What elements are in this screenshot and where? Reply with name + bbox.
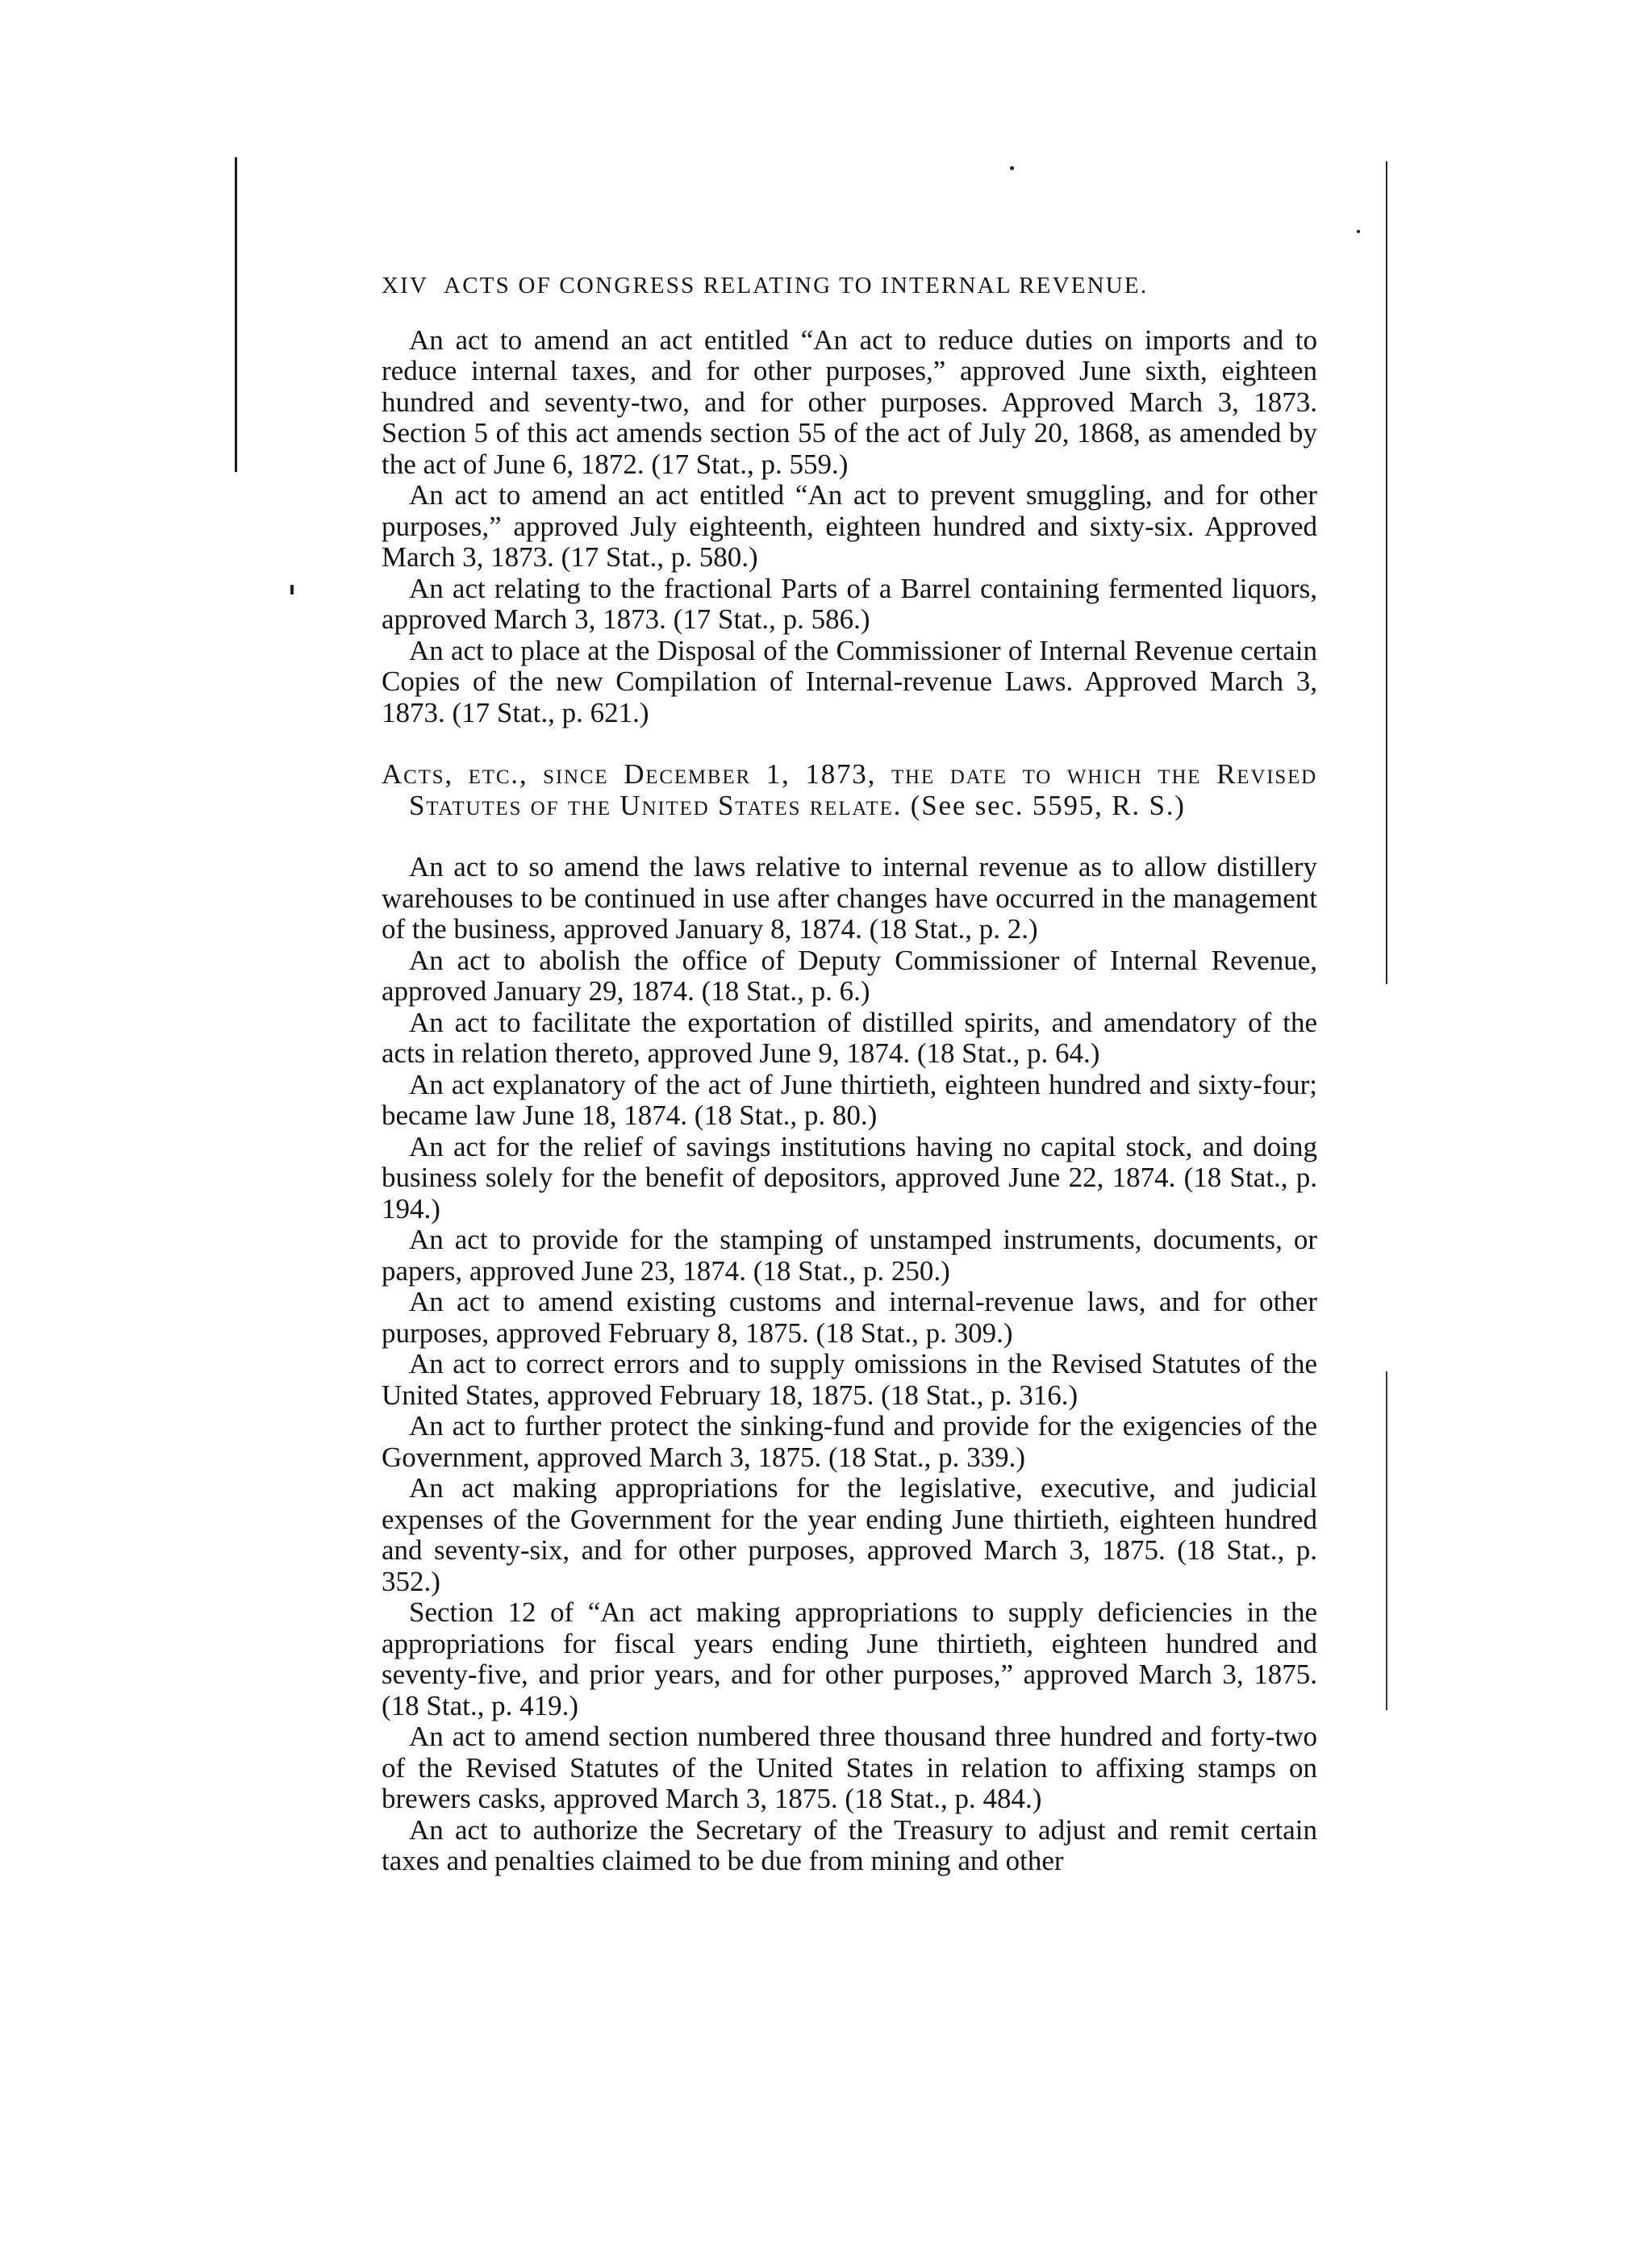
scan-margin-line-right-lower	[1386, 1371, 1387, 1710]
act-entry: An act making appropriations for the legislative, executive, and judicial expenses of the Government for the year ending June thirtieth, eighteen hundred and seventy-six, and for other purposes, approved March 3, 1875. (18 Stat., p. 352.)	[382, 1472, 1317, 1597]
scan-speck	[1010, 166, 1014, 170]
scan-speck	[1357, 230, 1360, 233]
entries-before	[382, 325, 1317, 729]
act-entry: An act to provide for the stamping of unstamped instruments, documents, or papers, approved June 23, 1874. (18 Stat., p. 250.)	[382, 1224, 1317, 1287]
act-entry: Section 12 of “An act making appropriations to supply deficiencies in the appropriations for fiscal years ending June thirtieth, eighteen hundred and seventy-five, and prior years, and for other purposes,” approved March 3, 1875. (18 Stat., p. 419.)	[382, 1596, 1317, 1721]
section-heading	[382, 759, 1317, 821]
act-entry: An act to amend section numbered three thousand three hundred and forty-two of the Revised Statutes of the United States in relation to affixing stamps on brewers casks, approved March 3, 1875. (18 Stat., p. 484.)	[382, 1721, 1317, 1814]
act-entry: An act to abolish the office of Deputy Commissioner of Internal Revenue, approved January 29, 1874. (18 Stat., p. 6.)	[382, 944, 1317, 1007]
act-entry: An act to authorize the Secretary of the Treasury to adjust and remit certain taxes and penalties claimed to be due from mining and other	[382, 1813, 1317, 1876]
act-entry: An act to further protect the sinking-fund and provide for the exigencies of the Government, approved March 3, 1875. (18 Stat., p. 339.)	[382, 1410, 1317, 1473]
act-entry: An act for the relief of savings institutions having no capital stock, and doing business solely for the benefit of depositors, approved June 22, 1874. (18 Stat., p. 194.)	[382, 1130, 1317, 1225]
page-number: XIV	[382, 273, 429, 298]
running-head	[382, 270, 1317, 302]
section-heading-text: Acts, etc., since December 1, 1873, the date to which the Revised Statutes of the United States relate.	[382, 758, 1317, 821]
act-entry: An act explanatory of the act of June thirtieth, eighteen hundred and sixty-four; became law June 18, 1874. (18 Stat., p. 80.)	[382, 1068, 1317, 1131]
act-entry: An act relating to the fractional Parts of a Barrel containing fermented liquors, approved March 3, 1873. (17 Stat., p. 586.)	[382, 572, 1317, 635]
running-head-title: ACTS OF CONGRESS RELATING TO INTERNAL REVENUE.	[444, 273, 1149, 298]
act-entry: An act to amend an act entitled “An act to prevent smuggling, and for other purposes,” approved July eighteenth, eighteen hundred and sixty-six. Approved March 3, 1873. (17 Stat., p. 580.)	[382, 479, 1317, 573]
scan-speck	[290, 585, 294, 595]
act-entry: An act to facilitate the exportation of distilled spirits, and amendatory of the acts in relation thereto, approved June 9, 1874. (18 Stat., p. 64.)	[382, 1006, 1317, 1069]
section-heading-note: (See sec. 5595, R. S.)	[910, 789, 1186, 821]
scan-margin-line-right	[1386, 161, 1387, 984]
scan-margin-line-left	[235, 157, 237, 472]
act-entry: An act to place at the Disposal of the Commissioner of Internal Revenue certain Copies of the new Compilation of Internal-revenue Laws. Approved March 3, 1873. (17 Stat., p. 621.)	[382, 634, 1317, 728]
act-entry: An act to amend an act entitled “An act to reduce duties on imports and to reduce internal taxes, and for other purposes,” approved June sixth, eighteen hundred and seventy-two, and for other purposes. Approved March 3, 1873. Section 5 of this act amends section 55 of the act of July 20, 1868, as amended by the act of June 6, 1872. (17 Stat., p. 559.)	[382, 323, 1317, 480]
act-entry: An act to so amend the laws relative to internal revenue as to allow distillery warehouses to be continued in use after changes have occurred in the management of the business, approved January 8, 1874. (18 Stat., p. 2.)	[382, 851, 1317, 945]
document-page	[382, 270, 1317, 1877]
entries-after	[382, 852, 1317, 1877]
act-entry: An act to correct errors and to supply omissions in the Revised Statutes of the United States, approved February 18, 1875. (18 Stat., p. 316.)	[382, 1348, 1317, 1411]
act-entry: An act to amend existing customs and internal-revenue laws, and for other purposes, approved February 8, 1875. (18 Stat., p. 309.)	[382, 1286, 1317, 1349]
